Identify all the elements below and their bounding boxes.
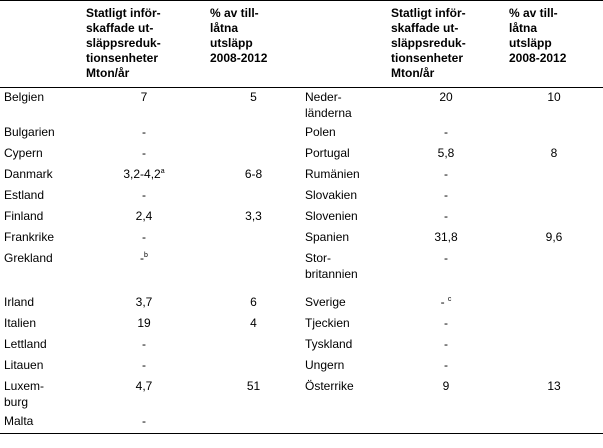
percent-cell: 10 (547, 90, 561, 104)
country-cell: Cypern (4, 146, 43, 160)
country-cell: Grekland (4, 251, 53, 265)
country-cell: Polen (305, 125, 336, 139)
units-cell: - (142, 125, 146, 139)
percent-cell (206, 356, 301, 377)
table-body (0, 88, 603, 434)
percent-cell: 8 (550, 146, 558, 160)
table-row (0, 356, 603, 377)
units-cell: 3,2-4,2$^a$ (123, 167, 165, 181)
units-cell: 9 (442, 379, 450, 393)
table-row (0, 412, 603, 433)
units-cell: 20 (439, 90, 453, 104)
units-cell: 5,8 (437, 146, 455, 160)
percent-cell (505, 356, 603, 377)
percent-cell (206, 228, 301, 249)
units-cell: 2,4 (135, 209, 153, 223)
header-country-left (0, 1, 82, 88)
percent-cell: 6 (250, 295, 257, 309)
units-cell: 31,8 (434, 230, 458, 244)
units-cell: - (444, 316, 448, 330)
percent-cell (206, 412, 301, 433)
units-cell: - (444, 251, 448, 265)
table-row (0, 335, 603, 356)
units-cell: - (142, 414, 146, 428)
units-cell: - (444, 337, 448, 351)
footnote-marker: b (144, 252, 148, 259)
percent-cell (206, 249, 301, 293)
header-percent-left: % av till- låtna utsläpp 2008-2012 (210, 6, 268, 65)
country-cell: Estland (4, 188, 45, 202)
percent-cell (505, 207, 603, 228)
country-cell: Malta (4, 414, 34, 428)
header-units-left: Statligt inför- skaffade ut- släppsreduk- tionsenheter Mton/år (86, 6, 161, 80)
units-cell: - (444, 167, 448, 181)
table-row (0, 123, 603, 144)
country-cell: Irland (4, 295, 35, 309)
country-cell: Litauen (4, 358, 44, 372)
percent-cell (505, 249, 603, 293)
units-cell: 4,7 (135, 379, 153, 393)
percent-cell: 3,3 (245, 209, 262, 223)
country-cell: Lettland (4, 337, 47, 351)
percent-cell: 9,6 (545, 230, 563, 244)
country-cell: Tyskland (305, 337, 353, 351)
country-cell: Tjeckien (305, 316, 350, 330)
percent-cell (505, 186, 603, 207)
units-cell: - (142, 146, 146, 160)
percent-cell (206, 123, 301, 144)
percent-cell (505, 314, 603, 335)
units-cell: - (142, 188, 146, 202)
table-row (0, 88, 603, 124)
footnote-marker: c (447, 296, 452, 303)
header-units-right: Statligt inför- skaffade ut- släppsreduk- tionsenheter Mton/år (391, 6, 466, 80)
country-cell: Belgien (4, 90, 45, 104)
percent-cell (206, 186, 301, 207)
table-row (0, 293, 603, 314)
percent-cell (505, 293, 603, 314)
percent-cell: 13 (547, 379, 561, 393)
table-row (0, 314, 603, 335)
country-cell: Luxem- burg (4, 379, 45, 409)
percent-cell (505, 335, 603, 356)
units-cell: - $^c$ (440, 295, 452, 309)
units-cell: - (444, 358, 448, 372)
units-cell: -$^b$ (140, 251, 148, 265)
percent-cell: 4 (250, 316, 257, 330)
country-cell: Österrike (305, 379, 354, 393)
country-cell: Slovakien (305, 188, 358, 202)
percent-cell: 5 (250, 90, 257, 104)
header-country-right (301, 1, 387, 88)
units-cell: - (142, 337, 146, 351)
units-cell: - (444, 188, 448, 202)
table-row (0, 207, 603, 228)
country-cell: Bulgarien (4, 125, 55, 139)
country-cell: Slovenien (305, 209, 358, 223)
country-cell: Ungern (305, 358, 345, 372)
country-cell: Finland (4, 209, 44, 223)
units-cell: - (444, 209, 448, 223)
country-cell: Danmark (4, 167, 53, 181)
units-cell: 19 (137, 316, 151, 330)
country-cell: Sverige (305, 295, 346, 309)
percent-cell (206, 144, 301, 165)
header-percent-right: % av till- låtna utsläpp 2008-2012 (509, 6, 567, 65)
units-cell: 3,7 (135, 295, 153, 309)
table-row (0, 249, 603, 293)
country-cell (301, 412, 387, 433)
units-cell (387, 412, 505, 433)
country-cell: Rumänien (305, 167, 360, 181)
table-row (0, 186, 603, 207)
percent-cell: 6-8 (244, 167, 263, 181)
percent-cell (505, 165, 603, 186)
percent-cell: 51 (246, 379, 261, 393)
country-cell: Italien (4, 316, 37, 330)
table-row (0, 228, 603, 249)
table-header-row (0, 1, 603, 88)
percent-cell (505, 123, 603, 144)
country-cell: Stor- britannien (305, 251, 358, 281)
percent-cell (505, 412, 603, 433)
table-row (0, 377, 603, 412)
units-cell: - (142, 230, 146, 244)
country-cell: Frankrike (4, 230, 55, 244)
footnote-marker: a (160, 168, 165, 175)
country-cell: Spanien (305, 230, 350, 244)
units-cell: 7 (140, 90, 148, 104)
country-cell: Portugal (305, 146, 350, 160)
percent-cell (206, 335, 301, 356)
country-cell: Neder- länderna (305, 90, 352, 120)
table-row (0, 165, 603, 186)
table-row (0, 144, 603, 165)
units-cell: - (142, 358, 146, 372)
units-cell: - (444, 125, 448, 139)
